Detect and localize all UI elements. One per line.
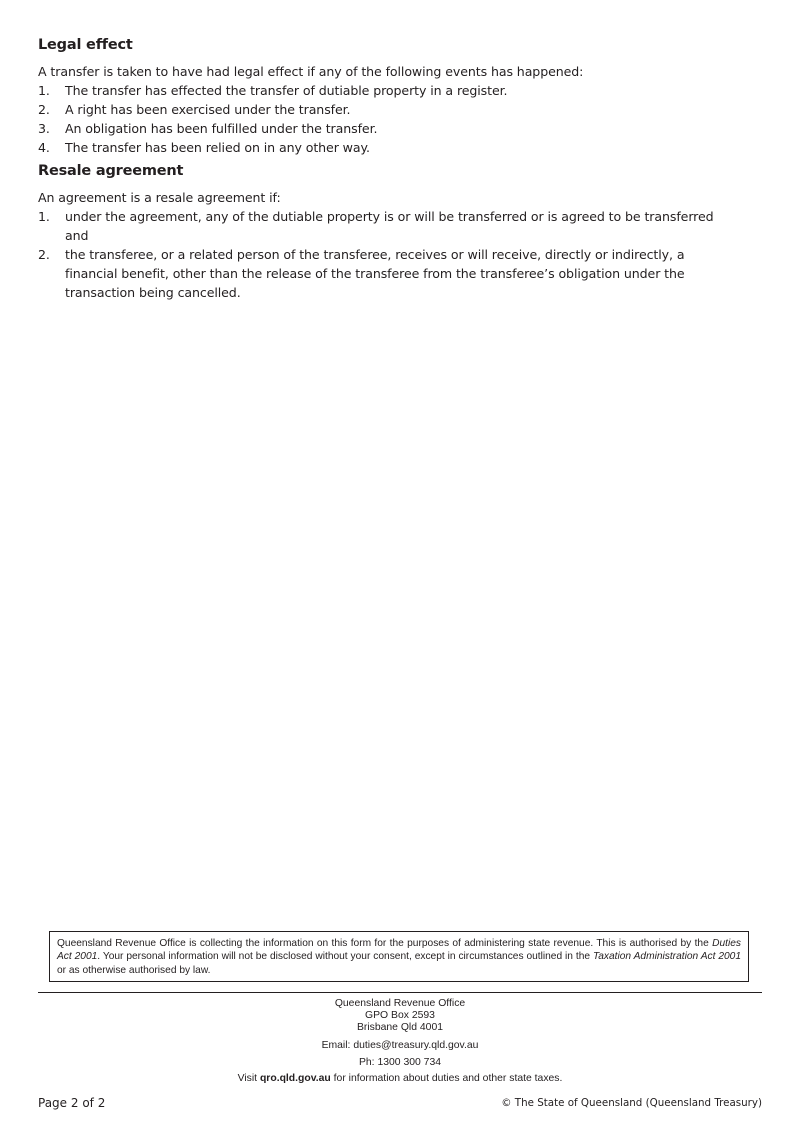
copyright: © The State of Queensland (Queensland Treasury)	[501, 1097, 762, 1109]
duties-act-title: Duties Act 2001	[57, 938, 741, 963]
footer-visit	[0, 1073, 800, 1085]
footer-org: Queensland Revenue Office	[334, 998, 466, 1009]
list-item	[38, 138, 738, 157]
list-number: 4.	[38, 140, 50, 155]
resale-agreement-list	[38, 207, 728, 302]
list-item-text: under the agreement, any of the dutiable property is or will be transferred or is agreed to be transferred	[65, 209, 714, 224]
list-number: 3.	[38, 121, 50, 136]
list-item	[38, 119, 738, 138]
list-item	[38, 245, 728, 302]
list-item-continuation: and	[65, 228, 89, 243]
list-item-text: An obligation has been fulfilled under the transfer.	[65, 121, 378, 136]
footer-city: Brisbane Qld 4001	[356, 1022, 444, 1033]
list-number: 1.	[38, 209, 50, 224]
list-item-text: the transferee, or a related person of the transferee, receives or will receive, directly or indirectly, a financial benefit, other than the release of the transferee from the transferee’s obligation under the transaction being cancelled.	[65, 247, 685, 300]
list-item-text: The transfer has effected the transfer of dutiable property in a register.	[65, 83, 508, 98]
footer-po-box: GPO Box 2593	[365, 1010, 435, 1021]
privacy-notice	[49, 931, 749, 982]
list-item-text: A right has been exercised under the transfer.	[65, 102, 351, 117]
footer-divider	[38, 992, 762, 993]
taxation-act-title: Taxation Administration Act 2001	[592, 951, 741, 963]
list-number: 2.	[38, 102, 50, 117]
page-number: Page 2 of 2	[38, 1096, 106, 1110]
list-item	[38, 100, 738, 119]
footer-website-link[interactable]: qro.qld.gov.au	[259, 1073, 331, 1084]
footer-address	[0, 998, 800, 1034]
footer-email: Email: duties@treasury.qld.gov.au	[321, 1040, 479, 1051]
list-item	[38, 81, 738, 100]
footer-visit-suffix: for information about duties and other state taxes.	[330, 1073, 563, 1084]
legal-effect-heading: Legal effect	[38, 37, 133, 53]
list-number: 1.	[38, 83, 50, 98]
privacy-text: Queensland Revenue Office is collecting the information on this form for the purposes of administering state revenue. This is authorised by the	[57, 938, 713, 949]
list-item-text: The transfer has been relied on in any other way.	[65, 140, 370, 155]
legal-effect-list	[38, 81, 738, 157]
footer-phone: Ph: 1300 300 734	[358, 1057, 442, 1068]
resale-agreement-heading: Resale agreement	[38, 163, 184, 179]
footer-visit-prefix: Visit	[237, 1073, 260, 1084]
list-item	[38, 207, 728, 245]
privacy-text: . Your personal information will not be disclosed without your consent, except in circumstances outlined in the	[97, 951, 593, 963]
resale-agreement-intro: An agreement is a resale agreement if:	[38, 190, 281, 205]
privacy-text: or as otherwise authorised by law.	[57, 964, 211, 976]
list-number: 2.	[38, 247, 50, 262]
legal-effect-intro: A transfer is taken to have had legal effect if any of the following events has happened:	[38, 64, 584, 79]
